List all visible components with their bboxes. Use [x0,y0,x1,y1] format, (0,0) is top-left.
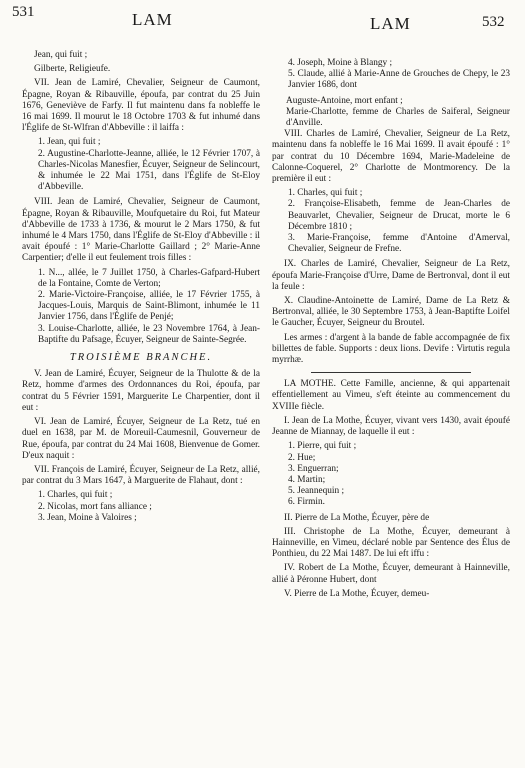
list-item: 2. Hue; [288,452,316,463]
paragraph: III. Christophe de La Mothe, Écuyer, demeurant à Hainneville, en Vimeu, déclaré noble par Sentence des Élus de Ponthieu, du 22 Mai 1487. De lui eft iffu : [272,526,510,560]
children-list [22,268,260,346]
children-list [272,441,510,508]
paragraph: V. Jean de Lamiré, Écuyer, Seigneur de la Thulotte & de la Retz, homme d'armes des Ordonnances du Roi, époufa, par contrat du 5 Février 1591, Marguerite Le Charpentier, dont il eut : [22,369,260,413]
list-item: 3. Louise-Charlotte, alliée, le 23 Novembre 1764, à Jean-Baptifte du Pafsage, Écuyer, Seigneur de Sainte-Segrée. [38,323,260,345]
children-list [22,137,260,193]
children-list [22,490,260,524]
list-item: 6. Firmin. [288,497,325,508]
paragraph: VI. Jean de Lamiré, Écuyer, Seigneur de La Retz, tué en duel en 1638, par M. de Moreuil-Caumesnil, Gouverneur de Rue, époufa, par contrat du 24 Mai 1608, Bienvenue de Gomer. D'eux naquit : [22,417,260,461]
paragraph: IV. Robert de La Mothe, Écuyer, demeurant à Hainneville, allié à Péronne Hubert, dont [272,563,510,585]
paragraph: VIII. Jean de Lamiré, Chevalier, Seigneur de Caumont, Épagne, Royan & Ribauville, Moufquetaire du Roi, fut Mateur d'Abbeville de 1733 à 1736, & mourut le 2 Mars 1750, & fut inhumé le 4 Mars 1750, dans l'Églife de St-Eloy d'Abbeville : il avait époufé : 1° Marie-Charlotte Gaillard ; 2° Marie-Anne Carpentier; d'elle il eut feulement trois filles : [22,197,260,264]
list-item: 1. Pierre, qui fuit ; [288,441,357,452]
paragraph: I. Jean de La Mothe, Écuyer, vivant vers 1430, avait époufé Jeanne de Miannay, de laquelle il eut : [272,415,510,438]
sub-entry: Marie-Charlotte, femme de Charles de Saiferal, Seigneur d'Anville. [286,106,510,129]
list-item: 1. Charles, qui fuit ; [288,188,363,199]
list-item: 2. Françoise-Elisabeth, femme de Jean-Charles de Beauvarlet, Chevalier, Seigneur de Drucat, morte le 6 Décembre 1810 ; [288,199,510,232]
paragraph: II. Pierre de La Mothe, Écuyer, père de [284,512,430,523]
children-list [272,58,510,92]
list-item: 1. Charles, qui fuit ; [38,490,113,501]
paragraph: VII. François de Lamiré, Écuyer, Seigneur de La Retz, allié, par contrat du 3 Mars 1647, à Marguerite de Flahaut, dont : [22,464,260,487]
section-title: TROISIÈME BRANCHE. [69,352,213,364]
list-item: 2. Nicolas, mort fans alliance ; [38,501,152,512]
paragraph: X. Claudine-Antoinette de Lamiré, Dame de La Retz & Bertronval, alliée, le 30 Septembre 1753, à Jean-Baptifte Loifel le Gaucher, Écuyer, Seigneur du Broutel. [272,296,510,329]
paragraph: LA MOTHE. Cette Famille, ancienne, & qui appartenait effentiellement au Vimeu, s'eft éteinte au commencement du XVIIIe fiècle. [272,379,510,412]
list-item: 2. Marie-Victoire-Françoise, alliée, le 17 Février 1755, à Jacques-Louis, Marquis de Saint-Blimont, inhumée le 11 Janvier 1756, dans l'Églife de Penjé; [38,290,260,323]
paragraph: V. Pierre de La Mothe, Écuyer, demeu- [284,588,430,599]
list-item: 3. Jean, Moine à Valoires ; [38,512,137,523]
right-page-number: 532 [482,14,505,30]
list-item: 4. Joseph, Moine à Blangy ; [288,58,393,68]
paragraph: Jean, qui fuit ; [34,50,88,60]
right-column [272,56,510,603]
paragraph: VIII. Charles de Lamiré, Chevalier, Seigneur de La Retz, maintenu dans fa nobleffe le 16 Mai 1699. Il avait époufé : 1° par contrat du 10 Décembre 1694, Marie-Madeleine de Calonne-Coquerel, 2° Charlotte de Montmorency. De la première il eut : [272,129,510,185]
divider [311,372,471,373]
list-item: 2. Augustine-Charlotte-Jeanne, alliée, le 12 Février 1707, à Charles-Nicolas Manesfier, Écuyer, Seigneur de Selincourt, & inhumée le 22 Mai 1751, dans l'Églife de St-Eloy d'Abbeville. [38,148,260,193]
list-item: 1. N..., allée, le 7 Juillet 1750, à Charles-Gafpard-Hubert de la Fontaine, Comte de Verton; [38,267,260,289]
list-item: 1. Jean, qui fuit ; [38,137,101,148]
sub-entry: Auguste-Antoine, mort enfant ; [286,95,403,106]
left-column [22,50,260,528]
list-item: 3. Marie-Françoise, femme d'Antoine d'Amerval, Chevalier, Seigneur de Frefne. [288,233,510,255]
paragraph: Gilberte, Religieufe. [34,64,111,75]
paragraph: VII. Jean de Lamiré, Chevalier, Seigneur de Caumont, Épagne, Royan & Ribauville, époufa, par contrat du 25 Juin 1676, Geneviève de Farfy. Il fut maintenu dans fa nobleffe le 16 mai 1699. Il mourut le 18 Octobre 1703 & fut inhumé dans l'Églife de St-Wlfran d'Abbeville : il laiffa : [22,78,260,134]
paragraph: Les armes : d'argent à la bande de fable accompagnée de fix billettes de fable. Supports : deux lions. Devife : Virtutis regula myrrhæ. [272,332,510,366]
list-item: 5. Claude, allié à Marie-Anne de Grouches de Chepy, le 23 Janvier 1686, dont [288,69,510,91]
list-item: 4. Martin; [288,474,326,485]
left-running-title: LAM [132,10,173,29]
paragraph: IX. Charles de Lamiré, Chevalier, Seigneur de La Retz, époufa Marie-Françoise d'Urre, Dame de Bertronval, dont il eut la feule : [272,259,510,292]
list-item: 3. Enguerran; [288,463,339,474]
list-item: 5. Jeannequin ; [288,486,345,497]
children-list [272,188,510,255]
right-running-title: LAM [370,14,411,33]
left-page-number: 531 [12,4,35,20]
